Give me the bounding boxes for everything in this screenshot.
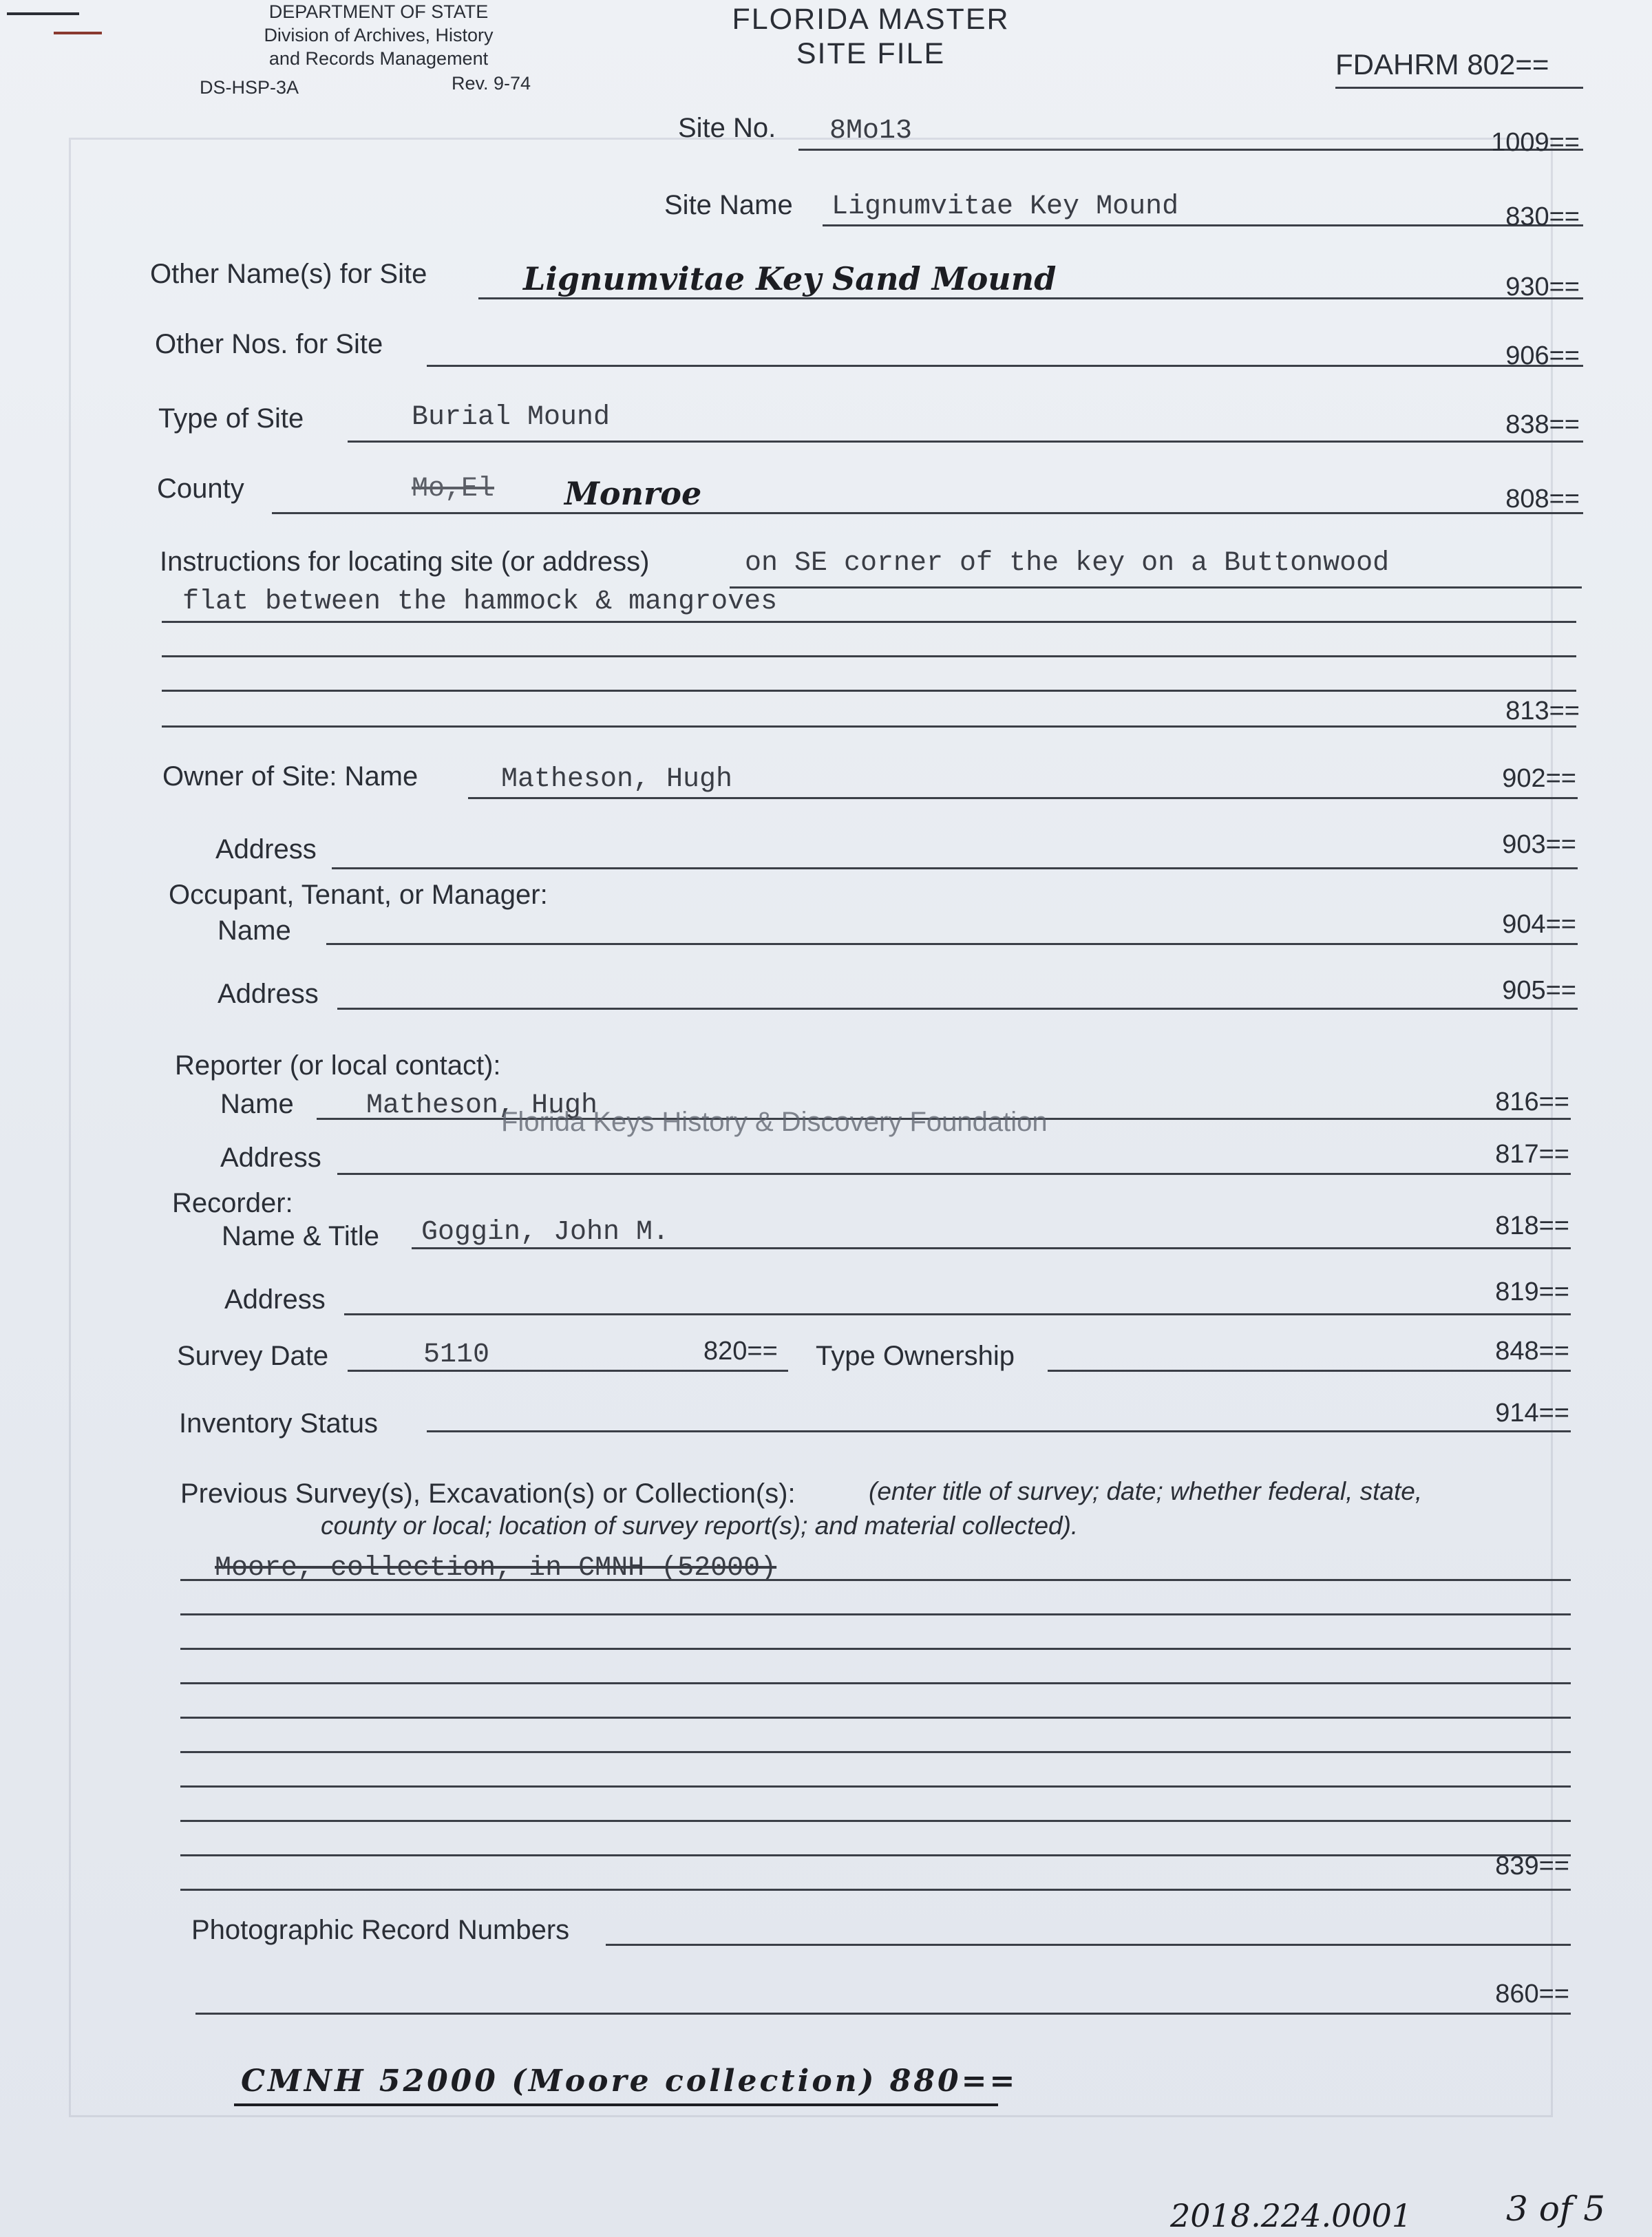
type-of-site-label: Type of Site [158, 403, 304, 434]
instructions-rule-4 [162, 690, 1576, 692]
site-name-label: Site Name [664, 190, 793, 220]
owner-name-rule [468, 797, 1578, 799]
recorder-name-value: Goggin, John M. [421, 1217, 670, 1248]
recorder-address-label: Address [224, 1284, 326, 1315]
previous-surveys-rule-8 [180, 1820, 1571, 1822]
reporter-name-code: 816== [1495, 1088, 1569, 1116]
inventory-status-code: 914== [1495, 1399, 1569, 1428]
site-name-value: Lignumvitae Key Mound [832, 191, 1179, 222]
photographic-record-label: Photographic Record Numbers [191, 1915, 570, 1945]
survey-date-rule [348, 1370, 788, 1372]
inventory-status-rule [427, 1430, 1571, 1432]
form-code-rule [1335, 87, 1583, 89]
site-name-code: 830== [1505, 202, 1580, 231]
previous-surveys-rule-5 [180, 1717, 1571, 1719]
owner-name-label: Owner of Site: Name [162, 761, 419, 792]
type-ownership-code: 848== [1495, 1337, 1569, 1366]
catalog-number: 2018.224.0001 [1170, 2197, 1412, 2234]
previous-surveys-rule-3 [180, 1648, 1571, 1650]
instructions-line-1: on SE corner of the key on a Buttonwood [745, 548, 1390, 579]
other-nos-label: Other Nos. for Site [155, 329, 383, 359]
instructions-line-2: flat between the hammock & mangroves [182, 586, 778, 617]
survey-date-value: 5110 [423, 1339, 490, 1370]
type-of-site-rule [348, 441, 1583, 443]
handwritten-collection-note: CMNH 52000 (Moore collection) 880== [241, 2064, 1018, 2099]
occupant-address-label: Address [218, 979, 319, 1009]
reporter-name-label: Name [220, 1089, 294, 1119]
type-ownership-rule [1048, 1370, 1571, 1372]
type-of-site-code: 838== [1505, 410, 1580, 439]
inventory-status-label: Inventory Status [179, 1408, 379, 1439]
reporter-address-rule [337, 1173, 1571, 1175]
reporter-name-value: Matheson, Hugh [366, 1090, 598, 1121]
previous-surveys-rule-10 [180, 1889, 1571, 1891]
previous-surveys-rule-7 [180, 1785, 1571, 1788]
division-line-2: and Records Management [268, 48, 489, 69]
division-line-1: Division of Archives, History [264, 25, 494, 45]
instructions-rule-2 [162, 621, 1576, 623]
previous-surveys-rule-6 [180, 1751, 1571, 1753]
occupant-name-label: Name [218, 915, 291, 946]
site-no-code: 1009== [1491, 128, 1580, 157]
previous-surveys-code: 839== [1495, 1852, 1569, 1880]
department-name: DEPARTMENT OF STATE [268, 1, 489, 22]
recorder-name-rule [412, 1247, 1571, 1249]
photographic-record-rule-1 [606, 1944, 1571, 1946]
previous-surveys-label: Previous Survey(s), Excavation(s) or Collection(s): [180, 1478, 796, 1509]
previous-surveys-rule-1 [180, 1579, 1571, 1581]
form-code: FDAHRM 802== [1335, 48, 1549, 81]
reporter-address-label: Address [220, 1143, 321, 1173]
other-names-code: 930== [1505, 273, 1580, 301]
other-names-label: Other Name(s) for Site [150, 259, 427, 289]
reporter-address-code: 817== [1495, 1140, 1569, 1169]
site-no-label: Site No. [678, 113, 776, 143]
instructions-code: 813== [1505, 697, 1580, 725]
county-code: 808== [1505, 485, 1580, 513]
recorder-address-code: 819== [1495, 1277, 1569, 1306]
form-title-line-1: FLORIDA MASTER [732, 3, 1010, 36]
occupant-heading: Occupant, Tenant, or Manager: [169, 880, 548, 910]
form-id: DS-HSP-3A [200, 77, 299, 98]
top-left-arrow-mark [54, 32, 102, 34]
recorder-address-rule [344, 1313, 1571, 1315]
county-label: County [157, 474, 244, 504]
site-no-value: 8Mo13 [829, 116, 913, 147]
foundation-watermark: Florida Keys History & Discovery Foundation [501, 1107, 1048, 1137]
type-ownership-label: Type Ownership [816, 1341, 1015, 1371]
owner-name-value: Matheson, Hugh [501, 764, 733, 795]
owner-address-label: Address [215, 834, 317, 865]
occupant-name-rule [326, 943, 1578, 945]
county-struck-value: Mo,El [412, 474, 495, 505]
instructions-label: Instructions for locating site (or address) [160, 547, 650, 577]
previous-surveys-struck-entry: Moore, collection, in CMNH (52000) [215, 1553, 777, 1584]
instructions-rule-5 [162, 725, 1576, 728]
previous-surveys-rule-2 [180, 1613, 1571, 1615]
occupant-address-code: 905== [1502, 976, 1576, 1005]
previous-surveys-rule-9 [180, 1854, 1571, 1856]
owner-address-code: 903== [1502, 830, 1576, 859]
occupant-address-rule [337, 1008, 1578, 1010]
recorder-heading: Recorder: [172, 1188, 293, 1218]
handwritten-note-underline [234, 2103, 998, 2106]
instructions-rule-1 [730, 586, 1582, 589]
photographic-record-code: 860== [1495, 1980, 1569, 2008]
recorder-name-label: Name & Title [222, 1221, 379, 1251]
county-value: Monroe [564, 475, 702, 512]
survey-date-label: Survey Date [177, 1341, 329, 1371]
survey-date-code: 820== [703, 1337, 778, 1366]
type-of-site-value: Burial Mound [412, 402, 611, 433]
instructions-rule-3 [162, 655, 1576, 657]
recorder-name-code: 818== [1495, 1211, 1569, 1240]
other-nos-code: 906== [1505, 341, 1580, 370]
form-revision: Rev. 9-74 [452, 73, 531, 94]
photographic-record-rule-2 [195, 2013, 1571, 2015]
previous-surveys-instructions-1: (enter title of survey; date; whether federal, state, [869, 1477, 1423, 1505]
page-indicator: 3 of 5 [1506, 2189, 1606, 2229]
reporter-heading: Reporter (or local contact): [175, 1050, 501, 1081]
form-title-line-2: SITE FILE [796, 37, 946, 70]
previous-surveys-rule-4 [180, 1682, 1571, 1684]
top-left-pen-mark [7, 12, 79, 15]
owner-address-rule [332, 867, 1578, 869]
previous-surveys-instructions-2: county or local; location of survey report(s); and material collected). [321, 1512, 1079, 1540]
occupant-name-code: 904== [1502, 910, 1576, 939]
owner-name-code: 902== [1502, 764, 1576, 793]
other-names-value: Lignumvitae Key Sand Mound [523, 260, 1057, 297]
